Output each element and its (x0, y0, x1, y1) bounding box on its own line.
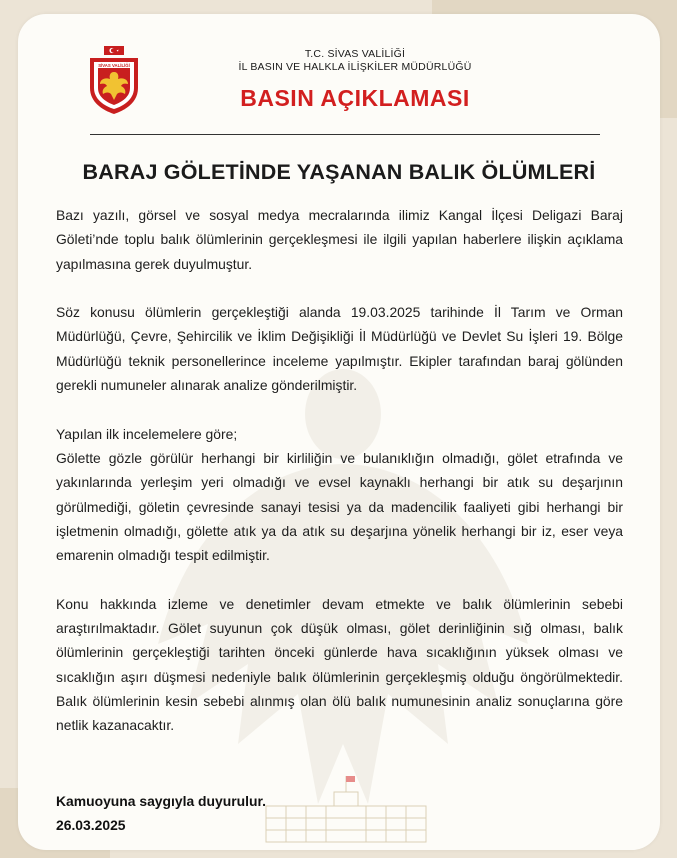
seal-text: SİVAS VALİLİĞİ (98, 63, 130, 68)
org-name-line1: T.C. SİVAS VALİLİĞİ (304, 48, 406, 60)
governorship-building-icon (256, 774, 436, 844)
header-divider (90, 134, 600, 135)
org-name-line2: İL BASIN VE HALKLA İLİŞKİLER MÜDÜRLÜĞÜ (238, 61, 472, 73)
press-release-page (18, 14, 660, 850)
release-date: 26.03.2025 (56, 817, 126, 833)
sivas-governorship-seal-icon (86, 44, 142, 116)
letterhead (18, 14, 660, 154)
headline: BARAJ GÖLETİNDE YAŞANAN BALIK ÖLÜMLERİ (82, 160, 596, 184)
body-text (56, 203, 623, 762)
paragraph-3-intro: Yapılan ilk incelemelere göre; (56, 425, 238, 442)
document-type-title: BASIN AÇIKLAMASI (240, 85, 470, 111)
closing-block (56, 789, 266, 837)
paragraph-1: Bazı yazılı, görsel ve sosyal medya mecralarında ilimiz Kangal İlçesi Deligazi Baraj Göleti’nde toplu balık ölümlerinin gerçekleşmesi ile ilgili yapılan haberlere ilişkin açıklama yapılmasına gerek duyulmuştur. (56, 207, 623, 272)
paragraph-2: Söz konusu ölümlerin gerçekleştiği alanda 19.03.2025 tarihinde İl Tarım ve Orman Müdürlüğü, Çevre, Şehircilik ve İklim Değişikliği İl Müdürlüğü ve Devlet Su İşleri 19. Bölge Müdürlüğü teknik personellerince inceleme yapılmıştır. Ekipler tarafından baraj gölünden gerekli numuneler alınarak analize gönderilmiştir. (56, 304, 623, 394)
closing-line: Kamuoyuna saygıyla duyurulur. (56, 793, 266, 809)
paragraph-4: Gölette gözle görülür herhangi bir kirliliğin ve bulanıklığın olmadığı, gölet etrafında ve yakınlarında yerleşim yeri olmadığı ve evsel kaynaklı herhangi bir atık su deşarjının görülmediği, göletin çevresinde sanayi tesisi ya da madencilik faaliyeti gibi herhangi bir işletmenin olmadığı, gölette atık ya da atık su deşarjına yönelik herhangi bir iz, eser veya emarenin olmadığı tespit edilmiştir. (56, 449, 623, 564)
paragraph-5: Konu hakkında izleme ve denetimler devam etmekte ve balık ölümlerinin sebebi araştırılmaktadır. Gölet suyunun çok düşük olması, gölet derinliğinin sığ olması, balık ölümlerinin gerçekleştiği tarihten önceki günlerde hava sıcaklığının yüksek olması ve sıcaklığın aşırı düşmesi nedeniyle balık ölümlerinin gerçekleşmiş olduğu öngörülmektedir. Balık ölümlerinin kesin sebebi alınmış olan ölü balık numunesinin analiz sonuçlarına göre netlik kazanacaktır. (56, 595, 623, 734)
